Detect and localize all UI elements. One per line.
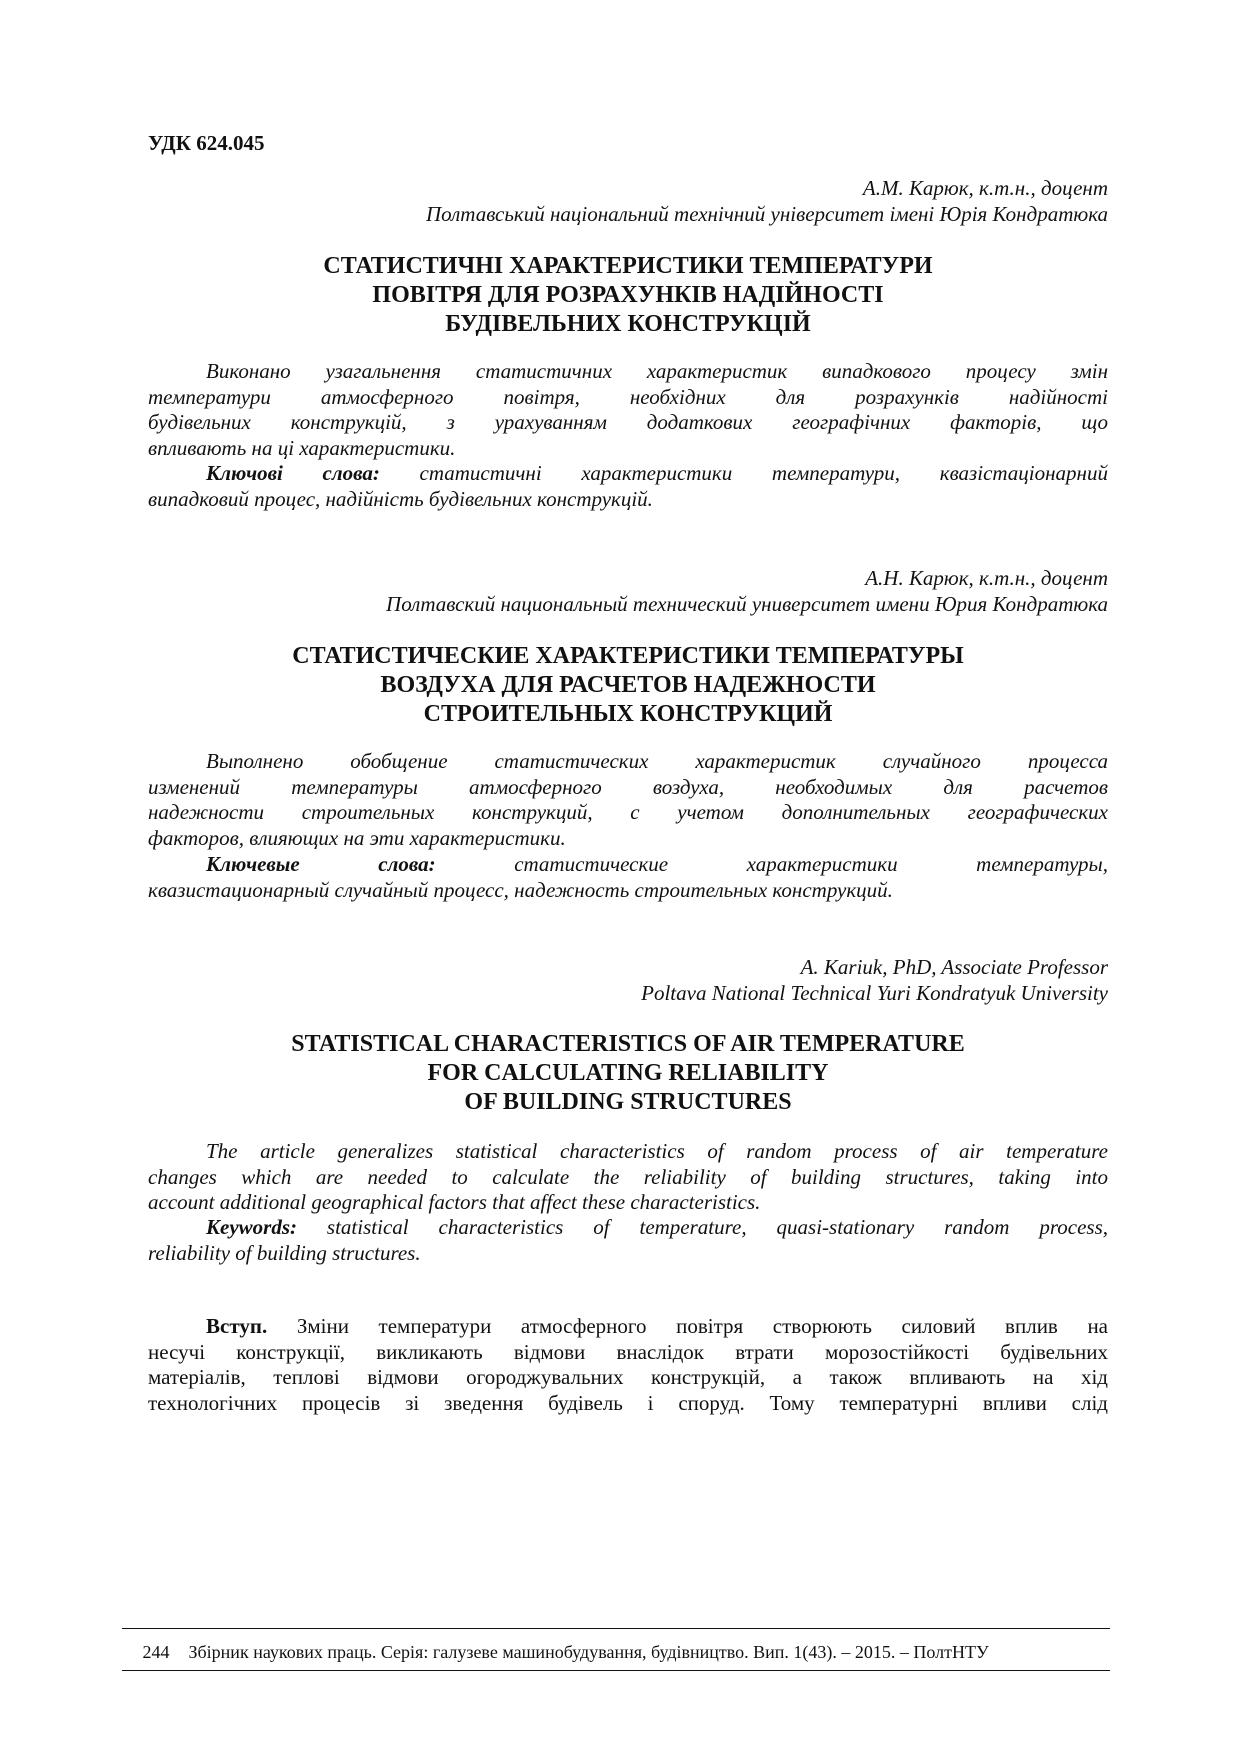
footer-top-rule: [122, 1628, 1110, 1629]
abstract-line: changes which are needed to calculate the reliability of building structures, taking into: [148, 1164, 1108, 1189]
abstract-line: факторов, влияющих на эти характеристики.: [148, 825, 566, 850]
abstract-line: температури атмосферного повітря, необхідних для розрахунків надійності: [148, 384, 1108, 409]
author-block: [148, 176, 1108, 227]
keywords-text: statistical characteristics of temperature, quasi-stationary random process,: [326, 1215, 1108, 1239]
keywords-paragraph: [148, 852, 1108, 903]
keywords-text: статистические характеристики температуры,: [514, 852, 1108, 876]
article-title: [148, 252, 1108, 339]
article-title: [148, 1030, 1108, 1117]
author-affiliation: Полтавський національний технічний університет імені Юрія Кондратюка: [425, 201, 1108, 226]
keywords-paragraph: [148, 461, 1108, 512]
intro-text: технологічних процесів зі зведення будівель і споруд. Тому температурні впливи слід: [148, 1390, 1108, 1415]
intro-line: [148, 1365, 1108, 1391]
introduction-paragraph: [148, 1314, 1108, 1416]
keywords-text: квазистационарный случайный процесс, надежность строительных конструкций.: [148, 877, 893, 902]
intro-line: [148, 1340, 1108, 1366]
author-name: А.Н. Карюк, к.т.н., доцент: [865, 566, 1108, 590]
author-name: A. Kariuk, PhD, Associate Professor: [800, 955, 1108, 979]
abstract-line: Виконано узагальнення статистичних характеристик випадкового процесу змін: [206, 359, 1108, 383]
keywords-line: [148, 461, 1108, 487]
keywords-text: статистичні характеристики температури, квазістаціонарний: [419, 461, 1108, 485]
intro-text: Зміни температури атмосферного повітря створюють силовий вплив на: [296, 1314, 1108, 1338]
author-name: А.М. Карюк, к.т.н., доцент: [862, 176, 1108, 200]
abstract-paragraph: [148, 359, 1108, 461]
page-footer: [122, 1641, 1110, 1663]
keywords-line: [148, 1241, 1108, 1267]
author-block: [148, 955, 1108, 1006]
article-title: [148, 642, 1108, 729]
author-affiliation: Полтавский национальный технический университет имени Юрия Кондратюка: [386, 591, 1108, 616]
title-line: FOR CALCULATING RELIABILITY: [427, 1060, 829, 1086]
intro-label: Вступ.: [206, 1314, 268, 1338]
intro-text: несучі конструкції, викликають відмови внаслідок втрати морозостійкості будівельних: [148, 1339, 1108, 1364]
intro-line: [148, 1314, 1108, 1340]
journal-citation: Збірник наукових праць. Серія: галузеве машинобудування, будівництво. Вип. 1(43). – 2015. – ПолтНТУ: [188, 1642, 989, 1662]
abstract-line: Выполнено обобщение статистических характеристик случайного процесса: [206, 749, 1108, 773]
intro-text: матеріалів, теплові відмови огороджувальних конструкцій, а також впливають на хід: [148, 1365, 1108, 1389]
title-line: СТРОИТЕЛЬНЫХ КОНСТРУКЦИЙ: [423, 701, 833, 727]
title-line: OF BUILDING STRUCTURES: [464, 1089, 792, 1115]
author-block: [148, 566, 1108, 617]
keywords-line: [148, 1215, 1108, 1241]
keywords-label: Ключевые слова:: [206, 852, 436, 876]
udk-text: УДК 624.045: [148, 131, 265, 155]
page-number: 244: [142, 1642, 170, 1662]
abstract-line: впливають на ці характеристики.: [148, 435, 456, 460]
abstract-paragraph: [148, 749, 1108, 851]
author-affiliation: Poltava National Technical Yuri Kondratyuk University: [641, 980, 1108, 1005]
keywords-label: Keywords:: [206, 1215, 297, 1239]
intro-line: [148, 1391, 1108, 1417]
keywords-paragraph: [148, 1215, 1108, 1266]
abstract-line: The article generalizes statistical characteristics of random process of air temperature: [206, 1139, 1108, 1163]
keywords-line: [148, 852, 1108, 878]
title-line: СТАТИСТИЧЕСКИЕ ХАРАКТЕРИСТИКИ ТЕМПЕРАТУРЫ: [292, 643, 964, 669]
keywords-text: випадковий процес, надійність будівельних конструкцій.: [148, 486, 653, 511]
abstract-line: будівельних конструкцій, з урахуванням додаткових географічних факторів, що: [148, 410, 1108, 434]
footer-bottom-rule: [122, 1670, 1110, 1671]
udk-code: [148, 131, 1108, 157]
abstract-line: account additional geographical factors that affect these characteristics.: [148, 1190, 761, 1214]
keywords-label: Ключові слова:: [206, 461, 380, 485]
keywords-text: reliability of building structures.: [148, 1240, 421, 1265]
abstract-line: изменений температуры атмосферного воздуха, необходимых для расчетов: [148, 774, 1108, 799]
keywords-line: [148, 878, 1108, 904]
title-line: БУДІВЕЛЬНИХ КОНСТРУКЦІЙ: [445, 311, 811, 337]
keywords-line: [148, 487, 1108, 513]
abstract-paragraph: [148, 1139, 1108, 1216]
title-line: ВОЗДУХА ДЛЯ РАСЧЕТОВ НАДЕЖНОСТИ: [380, 672, 876, 698]
title-line: STATISTICAL CHARACTERISTICS OF AIR TEMPERATURE: [291, 1031, 965, 1057]
abstract-line: надежности строительных конструкций, с учетом дополнительных географических: [148, 800, 1108, 824]
title-line: ПОВІТРЯ ДЛЯ РОЗРАХУНКІВ НАДІЙНОСТІ: [372, 282, 884, 308]
title-line: СТАТИСТИЧНІ ХАРАКТЕРИСТИКИ ТЕМПЕРАТУРИ: [323, 253, 933, 279]
